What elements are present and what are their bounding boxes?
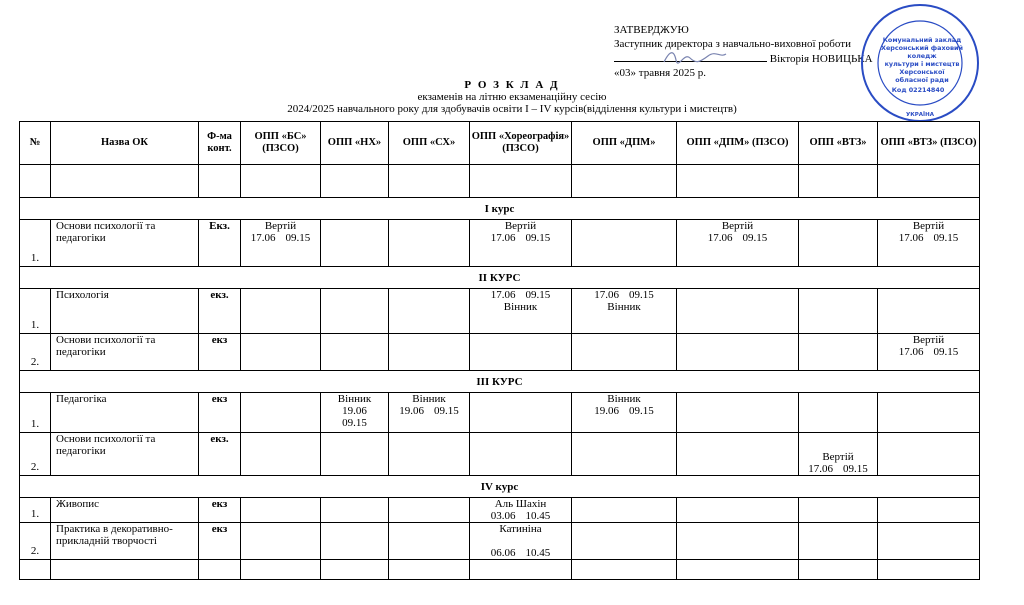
schedule-cell <box>241 220 321 267</box>
exam-date: 06.06 <box>490 547 516 559</box>
stamp-line: УКРАЇНА <box>906 112 934 118</box>
schedule-cell <box>572 334 677 371</box>
exam-time: 09.15 <box>629 405 654 417</box>
row-number: 2. <box>20 523 51 560</box>
schedule-cell <box>878 334 980 371</box>
exam-time: 09.15 <box>843 463 868 475</box>
table-header-row <box>20 122 980 165</box>
table-cell <box>321 560 389 580</box>
approval-block <box>614 24 873 80</box>
exam-date: 17.06 <box>707 232 733 244</box>
schedule-cell <box>321 334 389 371</box>
schedule-cell <box>799 433 878 476</box>
column-header: ОПП «НХ» <box>321 122 389 165</box>
control-form: екз <box>199 393 241 433</box>
exam-datetime <box>574 405 674 417</box>
schedule-cell <box>878 393 980 433</box>
schedule-cell <box>321 220 389 267</box>
table-cell <box>799 165 878 198</box>
column-header: Ф-ма конт. <box>199 122 241 165</box>
schedule-cell <box>389 334 470 371</box>
column-header: ОПП «СХ» <box>389 122 470 165</box>
schedule-cell <box>241 334 321 371</box>
teacher-name: Вінник <box>412 393 446 405</box>
schedule-cell <box>572 289 677 334</box>
exam-datetime <box>574 289 674 301</box>
document-subtitle: екзаменів на літню екзаменаційну сесію <box>417 91 607 103</box>
control-form: екз <box>199 498 241 523</box>
schedule-cell <box>677 393 799 433</box>
table-cell <box>241 560 321 580</box>
row-number: 1. <box>20 220 51 267</box>
schedule-cell <box>389 433 470 476</box>
exam-date: 17.06 <box>898 346 924 358</box>
exam-datetime <box>880 232 977 244</box>
schedule-cell <box>572 523 677 560</box>
approval-position: Заступник директора з навчально-виховної роботи <box>614 37 851 50</box>
exam-date: 17.06 <box>594 289 619 301</box>
schedule-cell <box>389 393 470 433</box>
exam-date: 17.06 <box>898 232 924 244</box>
schedule-cell <box>321 393 389 433</box>
table-cell <box>677 165 799 198</box>
exam-datetime <box>472 289 569 301</box>
stamp-line: Херсонський фаховий <box>881 44 963 52</box>
course-label: ІІ КУРС <box>20 267 980 289</box>
course-name: Основи психології та педагогіки <box>51 433 199 476</box>
table-cell <box>470 560 572 580</box>
teacher-name: Вінник <box>607 301 641 313</box>
exam-datetime <box>880 346 977 358</box>
table-cell <box>20 165 51 198</box>
exam-time: 09.15 <box>285 232 311 244</box>
exam-date: 19.06 <box>594 405 619 417</box>
table-row <box>20 334 980 371</box>
row-number: 2. <box>20 433 51 476</box>
table-cell <box>389 165 470 198</box>
approver-name: Вікторія НОВИЦЬКА <box>769 53 873 65</box>
schedule-cell <box>470 523 572 560</box>
schedule-cell <box>321 523 389 560</box>
teacher-name: Вертій <box>264 220 297 232</box>
schedule-cell <box>799 334 878 371</box>
table-cell <box>241 165 321 198</box>
table-cell <box>51 560 199 580</box>
table-row <box>20 393 980 433</box>
schedule-cell <box>470 289 572 334</box>
control-form: екз <box>199 334 241 371</box>
stamp-line: обласної ради <box>895 76 949 84</box>
table-cell <box>470 165 572 198</box>
empty-row <box>20 560 980 580</box>
table-cell <box>572 165 677 198</box>
course-name: Педагогіка <box>51 393 199 433</box>
course-label: IV курс <box>20 476 980 498</box>
teacher-name: Вінник <box>337 393 372 405</box>
schedule-cell <box>799 220 878 267</box>
table-cell <box>199 165 241 198</box>
exam-time: 09.15 <box>525 232 551 244</box>
table-cell <box>51 165 199 198</box>
approval-title: ЗАТВЕРДЖУЮ <box>614 24 689 36</box>
table-cell <box>799 560 878 580</box>
schedule-cell <box>321 289 389 334</box>
teacher-name: Аль Шахін <box>494 498 547 510</box>
exam-datetime <box>243 232 318 244</box>
exam-datetime <box>472 547 569 559</box>
table-row <box>20 220 980 267</box>
schedule-cell <box>241 433 321 476</box>
row-number: 1. <box>20 498 51 523</box>
row-number: 1. <box>20 393 51 433</box>
table-cell <box>572 560 677 580</box>
column-header: ОПП «БС» (ПЗСО) <box>241 122 321 165</box>
schedule-cell <box>470 334 572 371</box>
schedule-cell <box>677 334 799 371</box>
stamp-line: Херсонської <box>899 68 945 76</box>
schedule-cell <box>321 433 389 476</box>
exam-date: 19.06 <box>342 405 367 417</box>
schedule-cell <box>572 393 677 433</box>
exam-time: 09.15 <box>525 289 551 301</box>
teacher-name: Вертій <box>912 220 945 232</box>
document-title: Р О З К Л А Д <box>464 79 560 91</box>
stamp-line: Код 02214840 <box>891 86 945 94</box>
exam-datetime <box>679 232 796 244</box>
stamp-line: коледж <box>907 52 937 60</box>
table-cell <box>321 165 389 198</box>
schedule-cell <box>572 498 677 523</box>
schedule-cell <box>470 433 572 476</box>
schedule-cell <box>878 498 980 523</box>
schedule-cell <box>878 433 980 476</box>
teacher-name: Вертій <box>912 334 945 346</box>
spacer <box>472 535 569 547</box>
teacher-name: Вінник <box>607 393 641 405</box>
course-row <box>20 371 980 393</box>
schedule-cell <box>241 523 321 560</box>
exam-time: 10.45 <box>525 547 551 559</box>
column-header: ОПП «ДПМ» <box>572 122 677 165</box>
schedule-cell <box>572 220 677 267</box>
course-name: Практика в декоративно-прикладній творчості <box>51 523 199 560</box>
exam-date: 17.06 <box>490 289 516 301</box>
schedule-cell <box>799 289 878 334</box>
row-number: 2. <box>20 334 51 371</box>
table-row <box>20 433 980 476</box>
course-label: ІІІ КУРС <box>20 371 980 393</box>
schedule-cell <box>677 498 799 523</box>
schedule-cell <box>470 498 572 523</box>
table-row <box>20 289 980 334</box>
schedule-cell <box>241 393 321 433</box>
teacher-name: Вертій <box>721 220 754 232</box>
exam-time: 09.15 <box>933 346 959 358</box>
exam-date: 17.06 <box>808 463 833 475</box>
teacher-name: Катиніна <box>499 523 542 535</box>
course-name: Основи психології та педагогіки <box>51 220 199 267</box>
control-form: Екз. <box>199 220 241 267</box>
row-number: 1. <box>20 289 51 334</box>
table-row <box>20 523 980 560</box>
table-cell <box>878 165 980 198</box>
schedule-cell <box>470 393 572 433</box>
stamp-line: культури і мистецтв <box>884 60 960 68</box>
exam-time: 10.45 <box>525 510 551 522</box>
schedule-cell <box>878 220 980 267</box>
approval-date: «03» травня 2025 р. <box>614 66 706 79</box>
teacher-name: Вінник <box>503 301 538 313</box>
exam-date: 03.06 <box>490 510 516 522</box>
exam-time: 09.15 <box>933 232 959 244</box>
schedule-cell <box>677 220 799 267</box>
schedule-cell <box>677 289 799 334</box>
schedule-cell <box>389 498 470 523</box>
schedule-cell <box>241 289 321 334</box>
table-cell <box>20 560 51 580</box>
schedule-cell <box>470 220 572 267</box>
exam-date: 17.06 <box>250 232 276 244</box>
column-header: № <box>20 122 51 165</box>
control-form: екз. <box>199 289 241 334</box>
exam-date: 17.06 <box>490 232 516 244</box>
column-header: ОПП «ДПМ» (ПЗСО) <box>677 122 799 165</box>
table-cell <box>389 560 470 580</box>
exam-date: 19.06 <box>399 405 424 417</box>
document-subtitle-2: 2024/2025 навчального року для здобувачів освіти І – ІV курсів(відділення культури і мистецтв) <box>287 103 737 115</box>
exam-datetime <box>391 405 467 417</box>
schedule-cell <box>572 433 677 476</box>
signature-icon <box>660 48 730 68</box>
schedule-cell <box>878 523 980 560</box>
table-cell <box>199 560 241 580</box>
course-row <box>20 267 980 289</box>
exam-datetime <box>801 463 875 475</box>
table-cell <box>677 560 799 580</box>
column-header: ОПП «Хореографія» (ПЗСО) <box>470 122 572 165</box>
course-label: І курс <box>20 198 980 220</box>
exam-time: 09.15 <box>629 289 654 301</box>
exam-time: 09.15 <box>434 405 459 417</box>
schedule-cell <box>799 498 878 523</box>
table-row <box>20 498 980 523</box>
course-row <box>20 198 980 220</box>
exam-time: 09.15 <box>742 232 768 244</box>
exam-datetime <box>472 232 569 244</box>
teacher-name: Вертій <box>504 220 537 232</box>
schedule-cell <box>878 289 980 334</box>
schedule-cell <box>389 220 470 267</box>
exam-time: 09.15 <box>342 417 367 429</box>
schedule-cell <box>321 498 389 523</box>
schedule-cell <box>241 498 321 523</box>
column-header: ОПП «ВТЗ» (ПЗСО) <box>878 122 980 165</box>
empty-row <box>20 165 980 198</box>
exam-datetime <box>472 510 569 522</box>
column-header: ОПП «ВТЗ» <box>799 122 878 165</box>
course-name: Основи психології та педагогіки <box>51 334 199 371</box>
schedule-cell <box>799 523 878 560</box>
stamp-line: Комунальний заклад <box>882 36 962 44</box>
schedule-cell <box>799 393 878 433</box>
table-cell <box>878 560 980 580</box>
schedule-cell <box>677 433 799 476</box>
course-name: Живопис <box>51 498 199 523</box>
teacher-name: Вертій <box>822 451 854 463</box>
schedule-cell <box>389 289 470 334</box>
control-form: екз. <box>199 433 241 476</box>
schedule-cell <box>677 523 799 560</box>
schedule-cell <box>389 523 470 560</box>
column-header: Назва ОК <box>51 122 199 165</box>
course-name: Психологія <box>51 289 199 334</box>
control-form: екз <box>199 523 241 560</box>
course-row <box>20 476 980 498</box>
exam-schedule-table <box>19 121 980 580</box>
